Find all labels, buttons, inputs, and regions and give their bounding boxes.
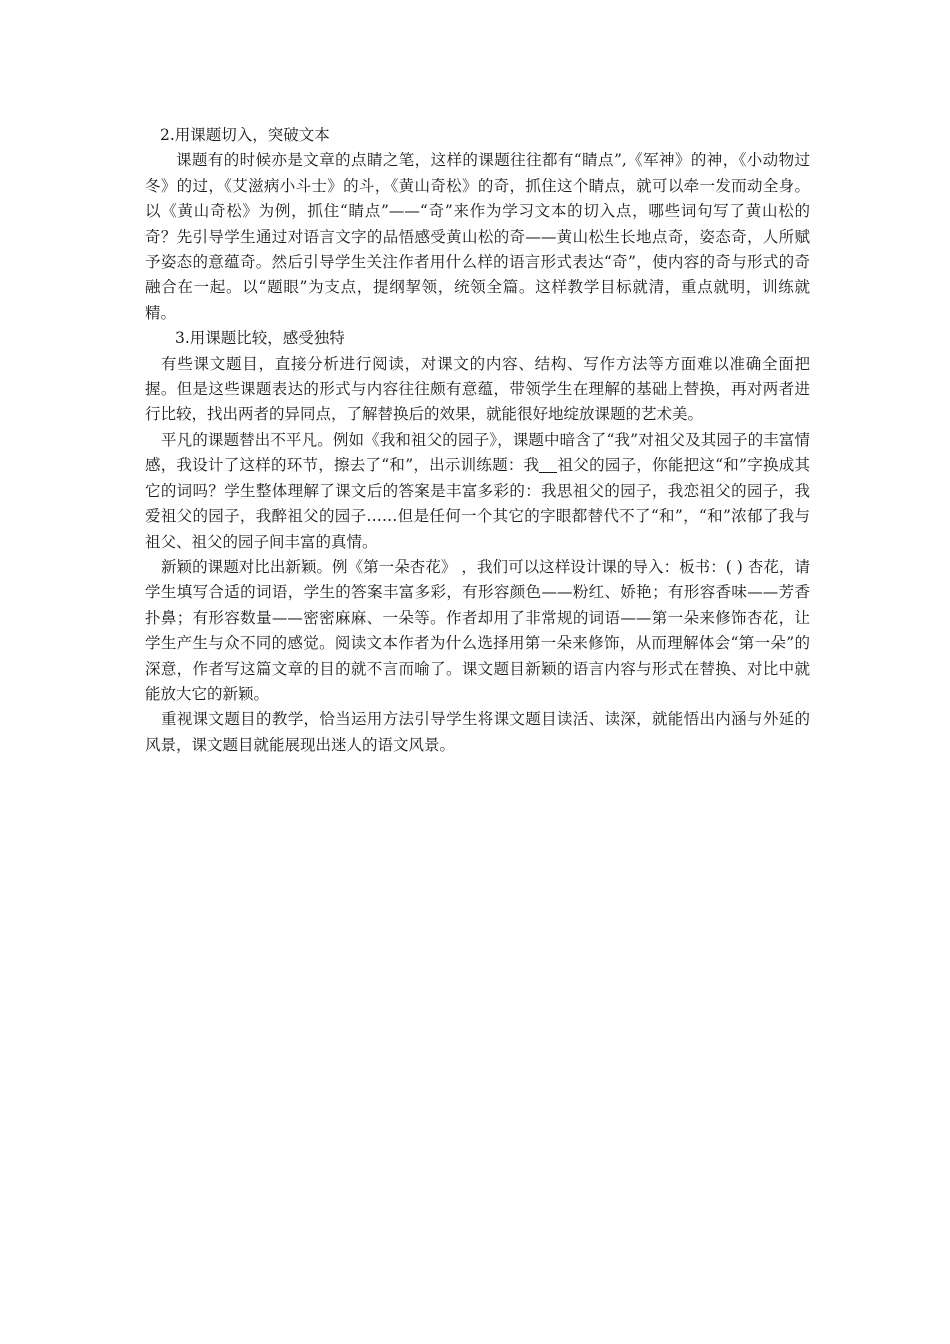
- section-3-paragraph-2: [145, 428, 810, 555]
- paragraph-2-text-a: 平凡的课题替出不平凡。例如《我和祖父的园子》，课题中暗含了“我”对祖父及其园子的丰富情感，我设计了这样的环节，擦去了“和”，出示训练题：我: [145, 430, 810, 475]
- section-2-heading: 2.用课题切入，突破文本: [160, 126, 330, 144]
- section-3-heading: 3.用课题比较，感受独特: [175, 329, 345, 348]
- paragraph-2-text-b: 祖父的园子，你能把这“和”字换成其它的词吗？学生整体理解了课文后的答案是丰富多彩的：我思祖父的园子，我恋祖父的园子，我爱祖父的园子，我醉祖父的园子……但是任何一个其它的字眼都替代不了“和”，“和”浓郁了我与祖父、祖父的园子间丰富的真情。: [145, 456, 810, 551]
- section-2-paragraph: 课题有的时候亦是文章的点睛之笔，这样的课题往往都有“睛点”,《军神》的神，《小动物过冬》的过，《艾滋病小斗士》的斗，《黄山奇松》的奇，抓住这个睛点，就可以牵一发而动全身。以《黄山奇松》为例，抓住“睛点”——“奇”来作为学习文本的切入点，哪些词句写了黄山松的奇？先引导学生通过对语言文字的品悟感受黄山松的奇——黄山松生长地点奇，姿态奇，人所赋予姿态的意蕴奇。然后引导学生关注作者用什么样的语言形式表达“奇”，使内容的奇与形式的奇融合在一起。以“题眼”为支点，提纲挈领，统领全篇。这样教学目标就清，重点就明，训练就精。: [145, 151, 810, 322]
- document-body: [145, 123, 810, 758]
- section-3-paragraph-4: 重视课文题目的教学，恰当运用方法引导学生将课文题目读活、读深，就能悟出内涵与外延的风景，课文题目就能展现出迷人的语文风景。: [145, 710, 810, 754]
- fill-in-blank: [539, 455, 557, 473]
- section-3-paragraph-3: 新颖的课题对比出新颖。例《第一朵杏花》 ，我们可以这样设计课的导入：板书：( ) 杏花，请学生填写合适的词语，学生的答案丰富多彩，有形容颜色——粉红、娇艳；有形容香味——芳香扑鼻；有形容数量——密密麻麻、一朵等。作者却用了非常规的词语——第一朵来修饰杏花，让学生产生与众不同的感觉。阅读文本作者为什么选择用第一朵来修饰，从而理解体会“第一朵”的深意，作者写这篇文章的目的就不言而喻了。课文题目新颖的语言内容与形式在替换、对比中就能放大它的新颖。: [145, 557, 810, 703]
- section-3-paragraph-1: 有些课文题目，直接分析进行阅读，对课文的内容、结构、写作方法等方面难以准确全面把握。但是这些课题表达的形式与内容往往颇有意蕴，带领学生在理解的基础上替换，再对两者进行比较，找出两者的异同点，了解替换后的效果，就能很好地绽放课题的艺术美。: [145, 354, 810, 424]
